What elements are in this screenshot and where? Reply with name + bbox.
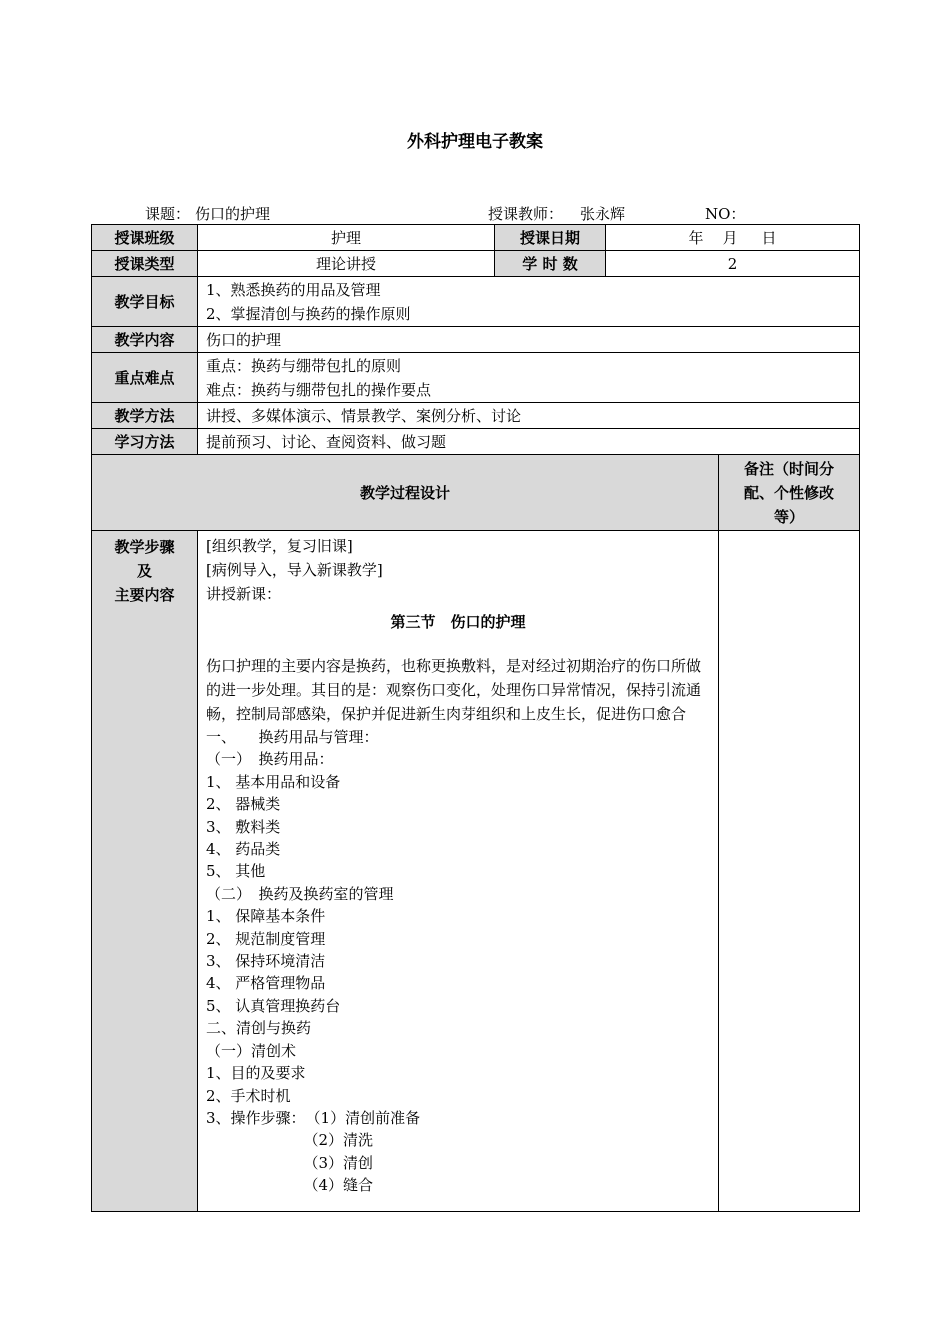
process-content bbox=[198, 531, 719, 1212]
content-label: 教学内容 bbox=[92, 327, 198, 353]
method-label: 教学方法 bbox=[92, 403, 198, 429]
row-process-header bbox=[92, 455, 860, 531]
remark-cell bbox=[719, 531, 860, 1212]
outline-item: 1、 保障基本条件 bbox=[206, 907, 326, 926]
intro-line: [病例导入，导入新课教学] bbox=[206, 561, 383, 579]
outline-item: 二、清创与换药 bbox=[206, 1019, 312, 1038]
steps-label bbox=[92, 531, 198, 1212]
topic-value: 伤口的护理 bbox=[195, 205, 271, 223]
key-item: 难点：换药与绷带包扎的操作要点 bbox=[206, 380, 432, 399]
outline-item: （3）清创 bbox=[206, 1153, 374, 1172]
row-method bbox=[92, 403, 860, 429]
row-keys bbox=[92, 353, 860, 403]
outline-item: （一） 换药用品： bbox=[206, 750, 334, 769]
teacher-label: 授课教师： bbox=[488, 205, 564, 223]
row-type bbox=[92, 251, 860, 277]
row-content bbox=[92, 327, 860, 353]
intro-line: 讲授新课： bbox=[206, 585, 282, 603]
class-value: 护理 bbox=[198, 225, 495, 251]
section-paragraph: 伤口护理的主要内容是换药，也称更换敷料，是对经过初期治疗的伤口所做的进一步处理。其目的是：观察伤口变化，处理伤口异常情况，保持引流通畅，控制局部感染，保护并促进新生肉芽组织和上皮生长，促进伤口愈合 bbox=[206, 657, 702, 723]
outline-item: （一）清创术 bbox=[206, 1041, 297, 1060]
outline-item: 3、 敷料类 bbox=[206, 817, 281, 836]
document-title: 外科护理电子教案 bbox=[407, 132, 543, 152]
row-class bbox=[92, 225, 860, 251]
hours-label: 学 时 数 bbox=[495, 251, 606, 277]
outline-item: 4、 药品类 bbox=[206, 840, 281, 859]
goal-item: 1、熟悉换药的用品及管理 bbox=[206, 280, 381, 299]
remark-header: 备注（时间分配、个性修改等） bbox=[719, 455, 860, 531]
key-item: 重点：换药与绷带包扎的原则 bbox=[206, 356, 402, 375]
no-label: NO： bbox=[705, 205, 746, 223]
steps-label-line: 教学步骤 bbox=[114, 538, 175, 556]
row-goals bbox=[92, 277, 860, 327]
header-meta bbox=[0, 203, 950, 223]
outline-item: （4）缝合 bbox=[206, 1176, 374, 1195]
date-value: 年 月 日 bbox=[606, 225, 860, 251]
method-value: 讲授、多媒体演示、情景教学、案例分析、讨论 bbox=[198, 403, 860, 429]
process-header: 教学过程设计 bbox=[92, 455, 719, 531]
key-values bbox=[198, 353, 860, 403]
intro-line: [组织教学，复习旧课] bbox=[206, 537, 353, 555]
outline-item: 1、目的及要求 bbox=[206, 1064, 306, 1083]
outline-item: 3、 保持环境清洁 bbox=[206, 952, 326, 971]
row-study bbox=[92, 429, 860, 455]
type-label: 授课类型 bbox=[92, 251, 198, 277]
steps-label-line: 主要内容 bbox=[114, 586, 175, 604]
goal-label: 教学目标 bbox=[92, 277, 198, 327]
outline-item: （二） 换药及换药室的管理 bbox=[206, 884, 394, 903]
date-label: 授课日期 bbox=[495, 225, 606, 251]
type-value: 理论讲授 bbox=[198, 251, 495, 277]
section-title: 第三节 伤口的护理 bbox=[390, 613, 526, 631]
topic-label: 课题： bbox=[145, 205, 191, 223]
outline-item: （2）清洗 bbox=[206, 1131, 374, 1150]
goal-item: 2、掌握清创与换药的操作原则 bbox=[206, 304, 411, 323]
outline-item: 一、 换药用品与管理： bbox=[206, 728, 379, 746]
lesson-plan-table bbox=[91, 224, 860, 1212]
teacher-value: 张永辉 bbox=[580, 205, 626, 223]
outline-item: 2、手术时机 bbox=[206, 1086, 291, 1105]
outline-item: 4、 严格管理物品 bbox=[206, 974, 326, 993]
outline-item: 2、 规范制度管理 bbox=[206, 929, 326, 948]
outline-item: 5、 其他 bbox=[206, 862, 266, 881]
study-label: 学习方法 bbox=[92, 429, 198, 455]
hours-value: 2 bbox=[606, 251, 860, 277]
row-process-body bbox=[92, 531, 860, 1212]
class-label: 授课班级 bbox=[92, 225, 198, 251]
key-label: 重点难点 bbox=[92, 353, 198, 403]
outline-item: 5、 认真管理换药台 bbox=[206, 996, 341, 1015]
outline-item: 3、操作步骤： （1）清创前准备 bbox=[206, 1108, 421, 1127]
study-value: 提前预习、讨论、查阅资料、做习题 bbox=[198, 429, 860, 455]
outline-item: 1、 基本用品和设备 bbox=[206, 772, 341, 791]
outline-item: 2、 器械类 bbox=[206, 795, 281, 814]
content-value: 伤口的护理 bbox=[198, 327, 860, 353]
goal-values bbox=[198, 277, 860, 327]
steps-label-line: 及 bbox=[136, 562, 152, 580]
